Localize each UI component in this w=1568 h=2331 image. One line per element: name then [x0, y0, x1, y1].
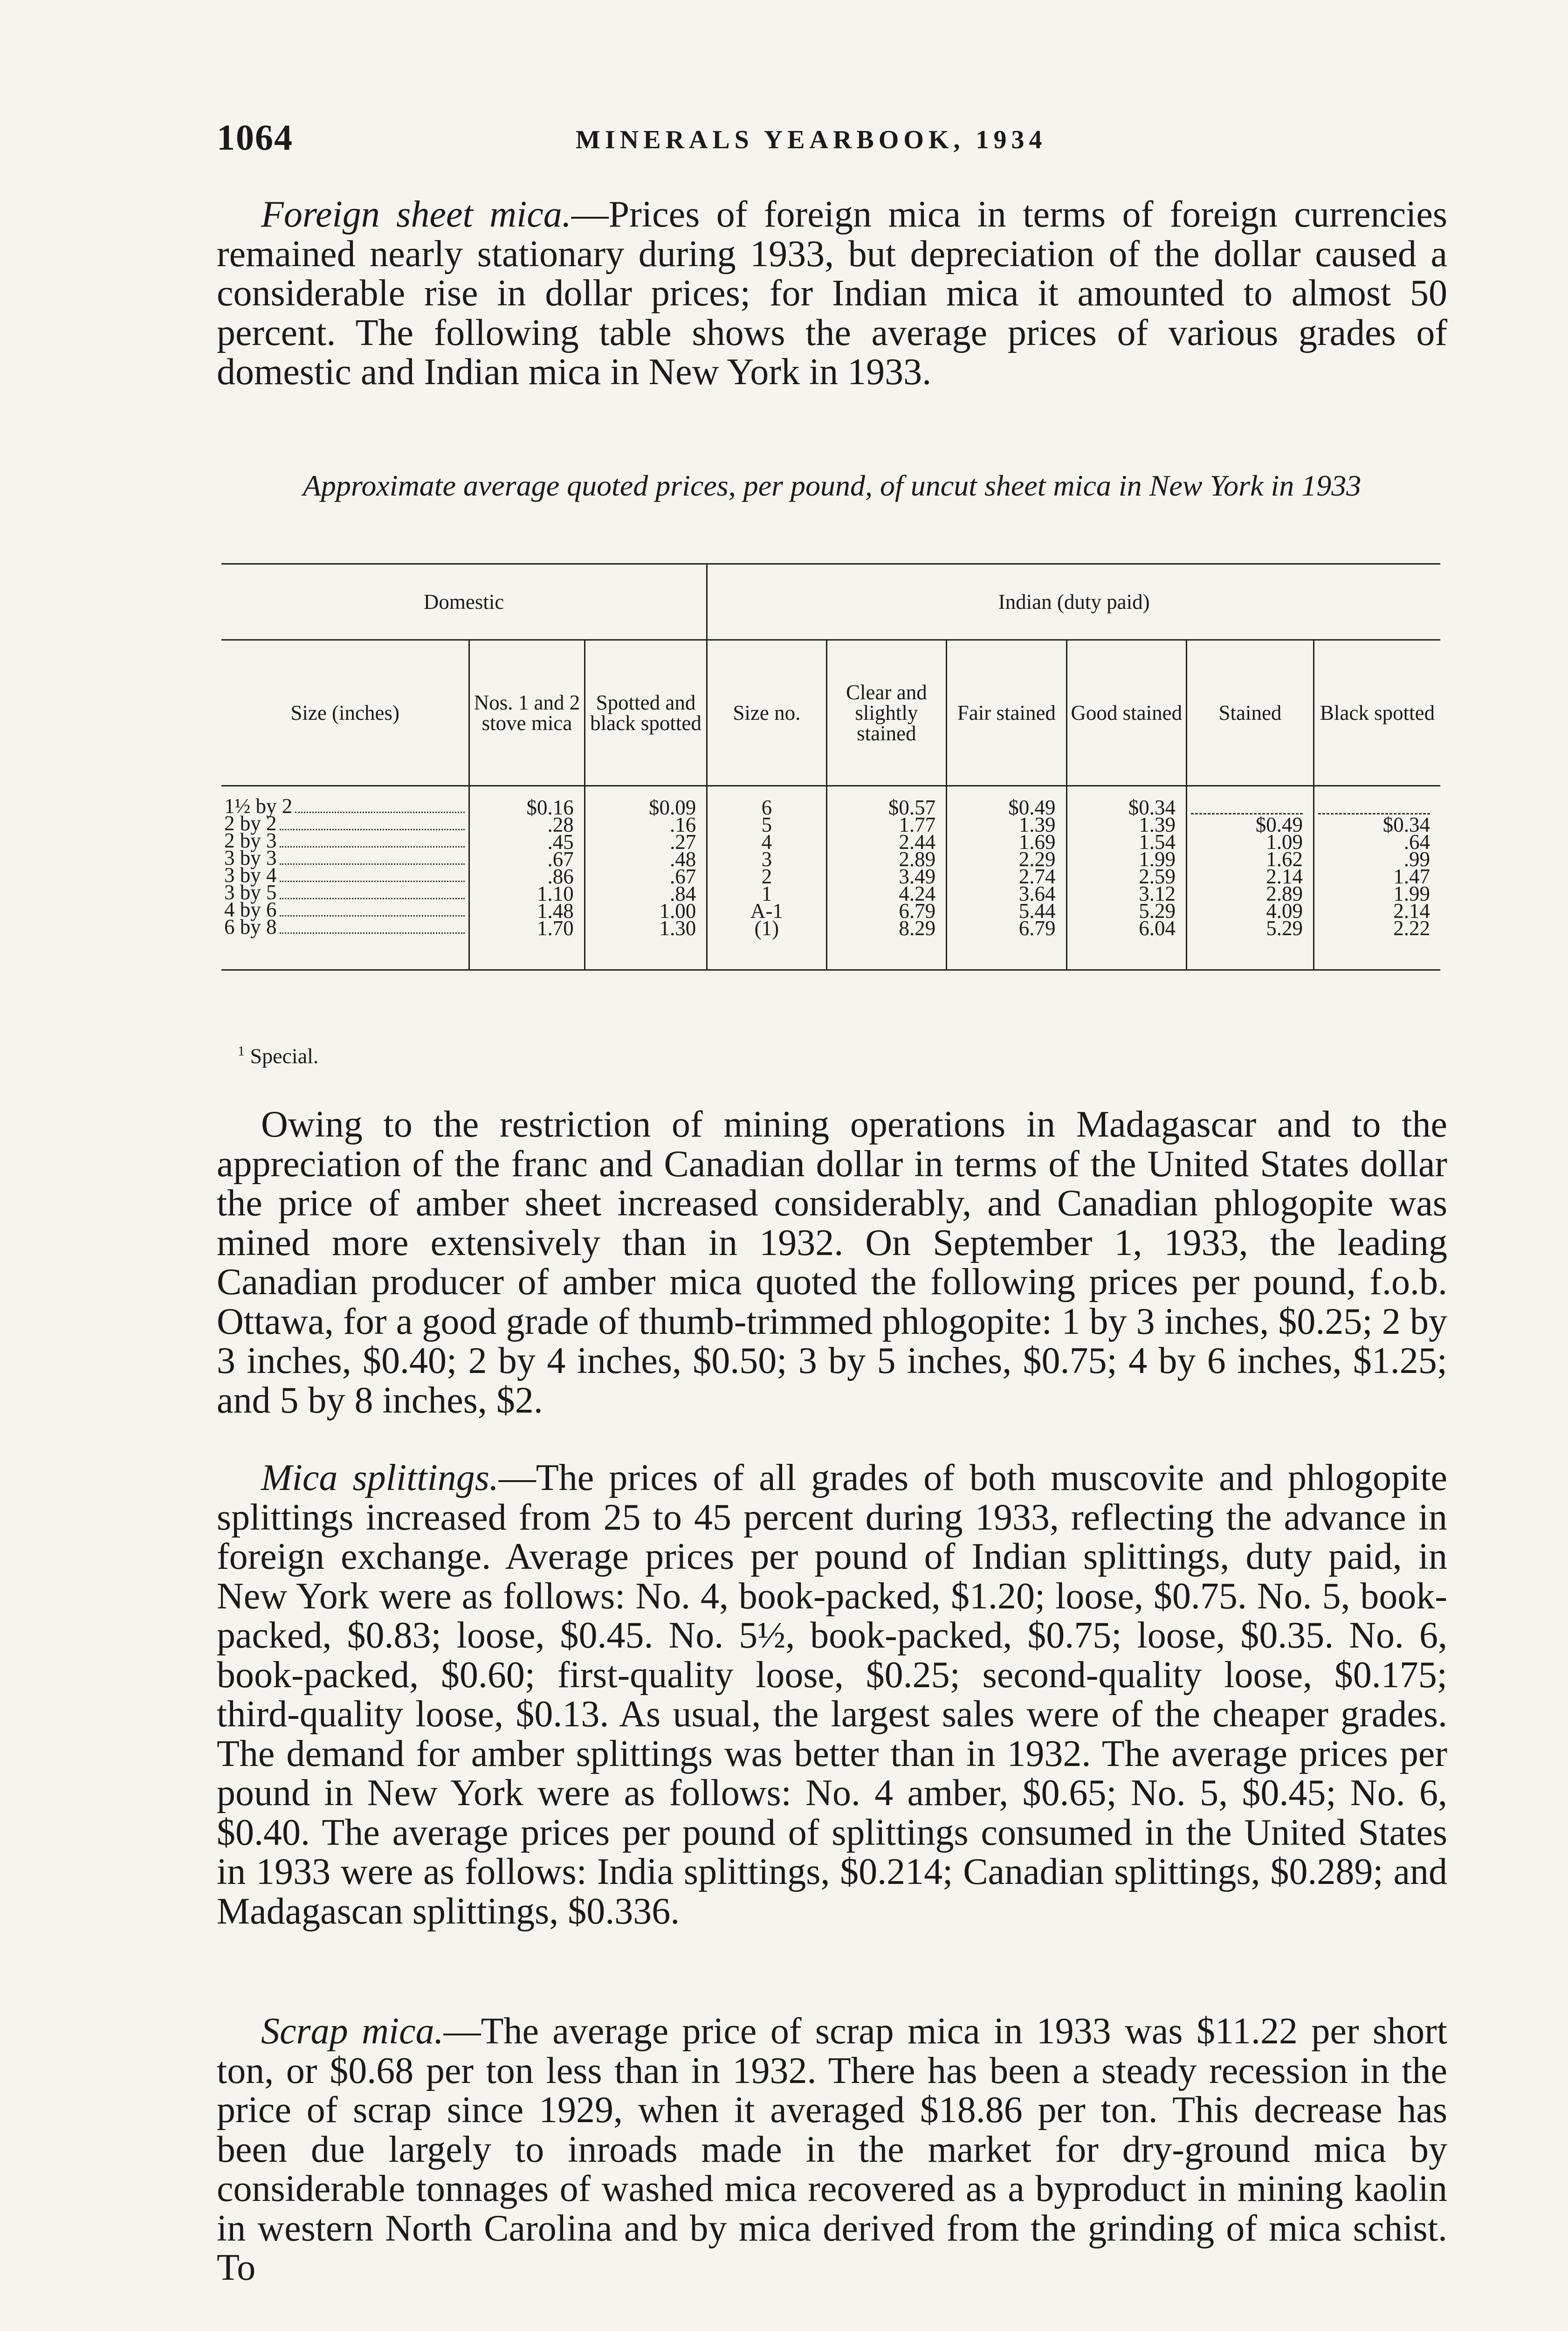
cell-size-no: 3 — [707, 850, 826, 868]
cell-nos12: $0.16 — [469, 786, 585, 816]
cell-spotted: 1.30 — [585, 919, 707, 970]
header-clear-slightly-stained: Clear and slightly stained — [826, 640, 947, 786]
cell-nos12: .28 — [469, 816, 585, 833]
cell-spotted: .48 — [585, 850, 707, 868]
cell-spotted: .84 — [585, 885, 707, 902]
size-label: 3 by 3 — [224, 846, 277, 869]
running-title: MINERALS YEARBOOK, 1934 — [576, 125, 1047, 154]
cell-stained: 4.09 — [1186, 902, 1314, 919]
cell-spotted: .27 — [585, 833, 707, 850]
cell-good: 5.29 — [1066, 902, 1186, 919]
cell-nos12: 1.48 — [469, 902, 585, 919]
mica-splittings-paragraph — [217, 1458, 1447, 1931]
leader-dots — [280, 863, 465, 865]
cell-good: 6.04 — [1066, 919, 1186, 970]
empty-value-dashes — [1318, 803, 1430, 814]
cell-fair: $0.49 — [947, 786, 1066, 816]
table-caption: Approximate average quoted prices, per pound, of uncut sheet mica in New York in 1933 — [303, 469, 1362, 502]
cell-stained — [1186, 786, 1314, 816]
cell-black: 2.14 — [1393, 899, 1430, 923]
table-row — [221, 786, 1440, 816]
cell-nos12: 1.70 — [469, 919, 585, 970]
leader-dots — [280, 829, 465, 830]
cell-size — [221, 915, 469, 970]
leader-dots — [295, 812, 465, 813]
cell-size-no: 2 — [707, 868, 826, 885]
leader-dots — [280, 915, 465, 917]
cell-nos12: .86 — [469, 868, 585, 885]
page-number: 1064 — [217, 117, 293, 158]
cell-clear: 2.44 — [826, 833, 947, 850]
header-fair-stained: Fair stained — [947, 640, 1066, 786]
cell-black — [1314, 786, 1440, 816]
cell-size-no: 6 — [707, 786, 826, 816]
size-label: 4 by 6 — [224, 898, 277, 921]
section-lead-scrap-mica: Scrap mica. — [261, 2011, 444, 2052]
leader-dots — [280, 846, 465, 848]
cell-good: 1.99 — [1066, 850, 1186, 868]
cell-nos12: .67 — [469, 850, 585, 868]
cell-nos12: 1.10 — [469, 885, 585, 902]
header-size-inches: Size (inches) — [221, 640, 469, 786]
table-body — [221, 786, 1440, 970]
header-good-stained: Good stained — [1066, 640, 1186, 786]
cell-nos12: .45 — [469, 833, 585, 850]
cell-stained: 5.29 — [1186, 919, 1314, 970]
amber-mica-text: Owing to the restriction of mining operations in Madagascar and to the appreciation of the franc and Canadian dollar in terms of the United States dollar the price of amber sheet increased considerably, and Canadian phlogopite was mined more extensively than in 1932. On September 1, 1933, the leading Canadian producer of amber mica quoted the following prices per pound, f.o.b. Ottawa, for a good grade of thumb-trimmed phlogopite: 1 by 3 inches, $0.25; 2 by 3 inches, $0.40; 2 by 4 inches, $0.50; 3 by 5 inches, $0.75; 4 by 6 inches, $1.25; and 5 by 8 inches, $2. — [217, 1104, 1447, 1421]
page-header — [217, 117, 1445, 159]
cell-clear: 4.24 — [826, 885, 947, 902]
cell-spotted: $0.09 — [585, 786, 707, 816]
size-label: 3 by 4 — [224, 863, 277, 887]
cell-black: 2.22 — [1314, 919, 1440, 970]
cell-size-no: 1 — [707, 885, 826, 902]
cell-stained: 2.89 — [1186, 885, 1314, 902]
table-column-header-row — [221, 640, 1440, 786]
cell-clear: 2.89 — [826, 850, 947, 868]
table-row — [221, 816, 1440, 833]
size-label: 1½ by 2 — [224, 794, 293, 818]
cell-black: 1.47 — [1393, 864, 1430, 888]
cell-size-no: 4 — [707, 833, 826, 850]
footnote-marker: 1 — [238, 1043, 245, 1059]
cell-fair: 1.39 — [947, 816, 1066, 833]
cell-black: 1.99 — [1393, 882, 1430, 905]
cell-good: 2.59 — [1066, 868, 1186, 885]
cell-fair: 6.79 — [947, 919, 1066, 970]
cell-good: 1.54 — [1066, 833, 1186, 850]
amber-mica-paragraph — [217, 1105, 1447, 1420]
header-size-no: Size no. — [707, 640, 826, 786]
cell-good: 3.12 — [1066, 885, 1186, 902]
scrap-mica-text: —The average price of scrap mica in 1933 was $11.22 per short ton, or $0.68 per ton less than in 1932. There has been a steady recession in the price of scrap since 1929, when it averaged $18.86 per ton. This decrease has been due largely to inroads made in the market for dry-ground mica by considerable tonnages of washed mica recovered as a byproduct in mining kaolin in western North Carolina and by mica derived from the grinding of mica schist. To — [217, 2011, 1447, 2288]
section-lead-mica-splittings: Mica splittings. — [261, 1457, 499, 1498]
cell-fair: 5.44 — [947, 902, 1066, 919]
foreign-sheet-mica-text: —Prices of foreign mica in terms of foreign currencies remained nearly stationary during 1933, but depreciation of the dollar caused a considerable rise in dollar prices; for Indian mica it amounted to almost 50 percent. The following table shows the average prices of various grades of domestic and Indian mica in New York in 1933. — [217, 194, 1447, 393]
cell-stained: $0.49 — [1186, 816, 1314, 833]
cell-fair: 1.69 — [947, 833, 1066, 850]
cell-black: .64 — [1403, 830, 1430, 854]
cell-size-no: 5 — [707, 816, 826, 833]
cell-good: 1.39 — [1066, 816, 1186, 833]
footnote-text: Special. — [245, 1044, 319, 1068]
cell-clear: $0.57 — [826, 786, 947, 816]
table-row — [221, 850, 1440, 868]
header-spotted-black-spotted: Spotted and black spotted — [585, 640, 707, 786]
cell-stained: 1.62 — [1186, 850, 1314, 868]
cell-clear: 1.77 — [826, 816, 947, 833]
cell-stained: 2.14 — [1186, 868, 1314, 885]
size-label: 2 by 3 — [224, 829, 277, 852]
cell-black: $0.34 — [1382, 813, 1430, 836]
mica-splittings-text: —The prices of all grades of both muscovite and phlogopite splittings increased from 25 to 45 percent during 1933, reflecting the advance in foreign exchange. Average prices per pound of Indian splittings, duty paid, in New York were as follows: No. 4, book-packed, $1.20; loose, $0.75. No. 5, book-packed, $0.83; loose, $0.45. No. 5½, book-packed, $0.75; loose, $0.35. No. 6, book-packed, $0.60; first-quality loose, $0.25; second-quality loose, $0.175; third-quality loose, $0.13. As usual, the largest sales were of the cheaper grades. The demand for amber splittings was better than in 1932. The average prices per pound in New York were as follows: No. 4 amber, $0.65; No. 5, $0.45; No. 6, $0.40. The average prices per pound of splittings consumed in the United States in 1933 were as follows: India splittings, $0.214; Canadian splittings, $0.289; and Madagascan splittings, $0.336. — [217, 1457, 1448, 1932]
size-label: 2 by 2 — [224, 812, 277, 835]
cell-fair: 2.29 — [947, 850, 1066, 868]
table-row — [221, 919, 1440, 970]
cell-fair: 2.74 — [947, 868, 1066, 885]
section-lead-foreign-sheet-mica: Foreign sheet mica. — [261, 194, 571, 235]
empty-value-dashes — [1191, 803, 1303, 814]
leader-dots — [280, 898, 465, 899]
table-footnote — [238, 1043, 318, 1068]
table-group-header-row — [221, 564, 1440, 640]
leader-dots — [280, 932, 465, 934]
cell-black: .99 — [1403, 847, 1430, 871]
cell-fair: 3.64 — [947, 885, 1066, 902]
size-label: 3 by 5 — [224, 881, 277, 904]
cell-good: $0.34 — [1066, 786, 1186, 816]
header-indian: Indian (duty paid) — [707, 564, 1440, 640]
leader-dots — [280, 881, 465, 882]
mica-price-table — [221, 563, 1440, 971]
cell-size-no: A-1 — [707, 902, 826, 919]
table-row — [221, 902, 1440, 919]
header-stained: Stained — [1186, 640, 1314, 786]
cell-clear: 6.79 — [826, 902, 947, 919]
header-domestic: Domestic — [221, 564, 707, 640]
header-black-spotted: Black spotted — [1314, 640, 1440, 786]
cell-clear: 3.49 — [826, 868, 947, 885]
cell-stained: 1.09 — [1186, 833, 1314, 850]
table-row — [221, 868, 1440, 885]
cell-spotted: .67 — [585, 868, 707, 885]
cell-size-no: (1) — [707, 919, 826, 970]
header-nos-1-2-stove: Nos. 1 and 2 stove mica — [469, 640, 585, 786]
cell-spotted: .16 — [585, 816, 707, 833]
cell-clear: 8.29 — [826, 919, 947, 970]
cell-spotted: 1.00 — [585, 902, 707, 919]
scrap-mica-paragraph — [217, 2012, 1447, 2288]
foreign-sheet-mica-paragraph — [217, 195, 1447, 392]
table-row — [221, 885, 1440, 902]
size-label: 6 by 8 — [224, 915, 277, 938]
